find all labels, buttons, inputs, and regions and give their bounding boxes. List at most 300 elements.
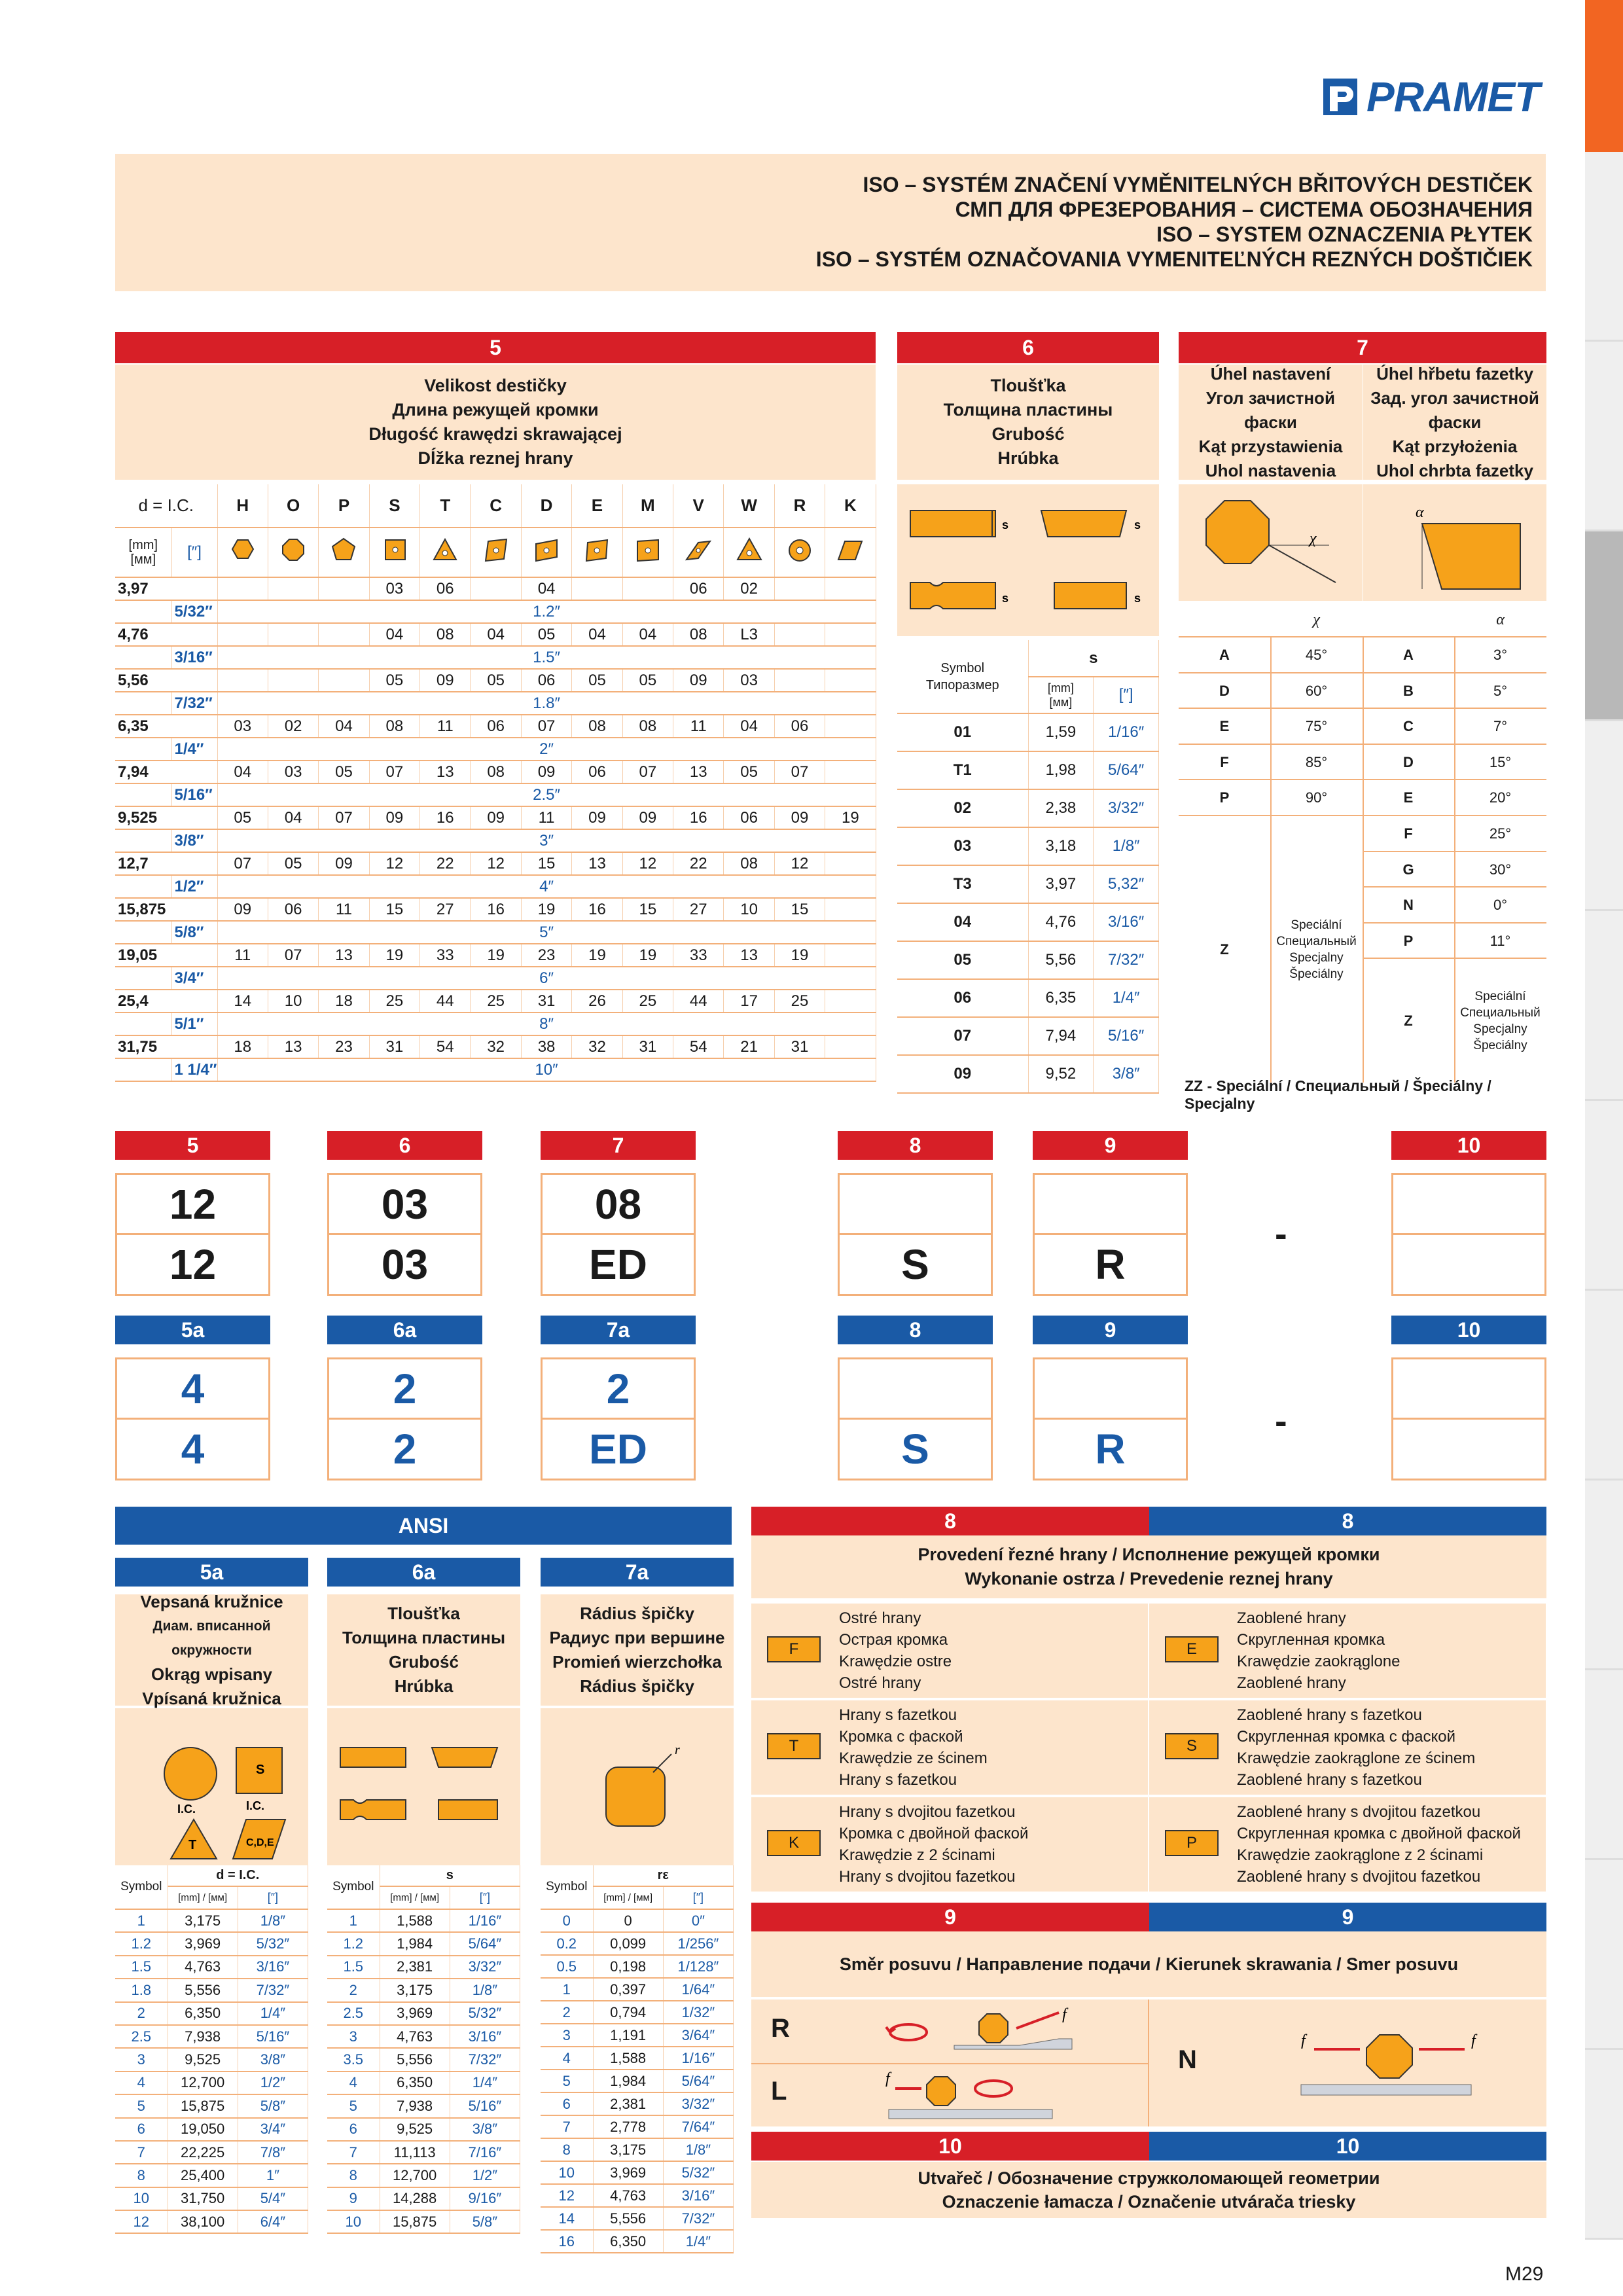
size-code: 23 [521, 944, 571, 967]
size-code [825, 944, 876, 967]
sec5-mm-row [115, 990, 876, 1013]
ic-inch: 7/32″ [171, 692, 217, 715]
example-ansi-dash: - [1275, 1400, 1287, 1441]
size-code: 09 [420, 669, 471, 692]
ansi-symbol: 3 [327, 2025, 380, 2048]
size-code: 12 [622, 852, 673, 875]
angle-code: F [1179, 745, 1270, 781]
sec5-table [115, 484, 876, 1082]
thickness-diagram-icon [897, 484, 1159, 636]
sec7-title-a-line: Kąt przystawienia [1198, 436, 1343, 456]
side-tab[interactable] [1585, 1860, 1623, 2050]
side-tab[interactable] [1585, 342, 1623, 531]
size-code: 44 [420, 990, 471, 1013]
size-code: 13 [319, 944, 369, 967]
thickness-code: 06 [897, 979, 1028, 1017]
sec9-r-label: R [771, 2014, 790, 2043]
ansi-symbol: 6 [115, 2118, 168, 2141]
sec10-title-line: Oznaczenie łamacza / Označenie utvárača triesky [942, 2192, 1356, 2212]
size-code: 32 [572, 1035, 622, 1058]
shape-letter: S [369, 484, 419, 528]
size-code [774, 623, 825, 646]
sec9-divider [1148, 2000, 1149, 2126]
side-tab[interactable] [1585, 1291, 1623, 1480]
sec7-footnote: ZZ - Speciální / Специальный / Špeciálny / Specjalny [1185, 1077, 1491, 1112]
sec5-header [115, 332, 876, 363]
size-code: 12 [471, 852, 521, 875]
ansi-in: 1/2″ [450, 2164, 520, 2187]
ansi-symbol: 2 [115, 2002, 168, 2025]
size-code: 11 [673, 715, 724, 738]
sec8-title-line: Provedení řezné hrany / Исполнение режущей кромки [918, 1545, 1380, 1564]
special-line: Специальный [1276, 934, 1357, 948]
unit-in: [″] [1094, 677, 1159, 713]
ic-inch-value: 2.5″ [217, 783, 876, 806]
insert-shape-hex-icon [217, 528, 268, 577]
feed-left-icon [882, 2069, 1079, 2125]
size-code: 04 [724, 715, 774, 738]
sec6-row [897, 713, 1159, 751]
feed-neutral-icon [1288, 2026, 1497, 2104]
size-code: 07 [268, 944, 318, 967]
svg-text:I.C.: I.C. [177, 1803, 196, 1816]
size-code: 54 [673, 1035, 724, 1058]
ansi-table [541, 1865, 734, 2253]
ic-inch-value: 5″ [217, 921, 876, 944]
size-code: 08 [622, 715, 673, 738]
edge-prep-text [1237, 1607, 1400, 1694]
ansi-row [115, 2141, 308, 2164]
ansi-row [327, 1932, 520, 1955]
size-code: 08 [724, 852, 774, 875]
example-box [838, 1357, 993, 1480]
size-code: 13 [420, 761, 471, 783]
angle-value: 60° [1270, 673, 1363, 709]
edge-prep-text [1237, 1801, 1521, 1888]
s-head: s [1028, 640, 1159, 677]
ansi-row [541, 2092, 734, 2115]
example-value: 12 [117, 1175, 268, 1235]
ansi-symbol: 4 [115, 2072, 168, 2094]
title-banner [115, 154, 1546, 291]
relief-angle-icon [1363, 484, 1546, 601]
ansi-symbol: 8 [541, 2138, 593, 2161]
insert-shape-dia55-icon [521, 528, 571, 577]
edge-prep-line: Ostré hrany [839, 1609, 921, 1627]
ansi-row [327, 2072, 520, 2094]
chi-symbol: χ [1313, 611, 1320, 628]
edge-prep-line: Zaoblené hrany s dvojitou fazetkou [1237, 1868, 1481, 1886]
ic-mm: 4,76 [115, 623, 217, 646]
relief-code: B [1363, 673, 1454, 709]
ansi-symbol: 0.5 [541, 1955, 593, 1978]
edge-prep-code-badge: E [1165, 1636, 1219, 1662]
ic-inch: 5/1″ [171, 1013, 217, 1035]
sec5-mm-row [115, 715, 876, 738]
size-code [319, 623, 369, 646]
ansi-mm: 6,350 [380, 2072, 450, 2094]
edge-prep-line: Krawędzie ostre [839, 1653, 952, 1670]
relief-code: G [1363, 852, 1454, 888]
ansi-row [327, 2025, 520, 2048]
example-label: 7 [541, 1131, 696, 1160]
sec5-mm-row [115, 852, 876, 875]
ansi-symbol: 2 [327, 1979, 380, 2001]
ansi-row [115, 2025, 308, 2048]
ic-mm: 19,05 [115, 944, 217, 967]
insert-shape-sq-icon [369, 528, 419, 577]
feed-right-icon [882, 2006, 1079, 2058]
ansi-row [541, 2070, 734, 2092]
ansi-symbol: 1.2 [115, 1932, 168, 1955]
ic-inch: 1/2″ [171, 875, 217, 898]
ansi-in: 6/4″ [238, 2210, 308, 2233]
ansi-row [115, 2072, 308, 2094]
blank [115, 692, 171, 715]
sec8-title [751, 1535, 1546, 1598]
size-code: 04 [471, 623, 521, 646]
ansi-mm: 3,969 [593, 2161, 663, 2184]
size-code: 05 [369, 669, 419, 692]
shape-letter: R [774, 484, 825, 528]
sec6-head [897, 640, 1159, 677]
size-code: 25 [369, 990, 419, 1013]
size-code: 09 [369, 806, 419, 829]
edge-prep-line: Krawędzie ze ścinem [839, 1749, 988, 1767]
sec8-header-blue [1149, 1507, 1546, 1535]
shape-letter: P [319, 484, 369, 528]
size-code: 09 [319, 852, 369, 875]
unit-mm-label: [mm] [128, 538, 158, 552]
sec9-body [751, 2000, 1546, 2126]
size-code [825, 852, 876, 875]
ansi-in: 0″ [663, 1909, 733, 1932]
ansi-mm: 0,794 [593, 2001, 663, 2024]
edge-prep-text [839, 1704, 988, 1791]
side-tab[interactable] [1585, 1101, 1623, 1291]
edge-prep-line: Zaoblené hrany [1237, 1609, 1346, 1627]
title-line: ISO – SYSTÉM ZNAČENÍ VYMĚNITELNÝCH BŘITOVÝCH DESTIČEK [863, 173, 1533, 196]
example-value [840, 1359, 991, 1420]
sec9-header-blue [1149, 1903, 1546, 1931]
example-value: 4 [117, 1359, 268, 1420]
ic-inch: 5/16″ [171, 783, 217, 806]
ansi-title: ANSI [398, 1513, 449, 1537]
ansi-in: 1/128″ [663, 1955, 733, 1978]
blank [115, 875, 171, 898]
sec5-number: 5 [490, 335, 501, 359]
size-code: 22 [420, 852, 471, 875]
ansi-in: 1/8″ [238, 1909, 308, 1932]
ansi-title-line: Vpísaná kružnica [142, 1688, 281, 1708]
unit-mm-ru-label: [мм] [1049, 696, 1073, 709]
ansi-head [115, 1865, 308, 1886]
ansi-in: 7/32″ [238, 1979, 308, 2001]
blank [115, 967, 171, 990]
ic-mm: 3,97 [115, 577, 217, 600]
size-code: 18 [319, 990, 369, 1013]
blank [115, 921, 171, 944]
size-code: 26 [572, 990, 622, 1013]
ansi-mm: 12,700 [168, 2072, 238, 2094]
ansi-in: 3/32″ [663, 2092, 733, 2115]
ic-mm: 7,94 [115, 761, 217, 783]
size-code: 03 [217, 715, 268, 738]
ansi-symbol: 12 [541, 2184, 593, 2207]
size-code: 09 [521, 761, 571, 783]
example-box [115, 1173, 270, 1296]
size-code: 54 [420, 1035, 471, 1058]
ic-inch-value: 1.2″ [217, 600, 876, 623]
example-value: 03 [329, 1175, 480, 1235]
sec6-title-line: Hrúbka [997, 448, 1059, 468]
thickness-mm: 3,97 [1028, 865, 1094, 903]
ansi-row [115, 1956, 308, 1979]
svg-text:f: f [885, 2070, 890, 2087]
sec5-inch-row [115, 783, 876, 806]
edge-prep-text [839, 1801, 1028, 1888]
side-tab-accent[interactable] [1585, 0, 1623, 152]
ic-mm: 9,525 [115, 806, 217, 829]
ansi-row [541, 2138, 734, 2161]
size-code: 10 [724, 898, 774, 921]
ansi-symbol: 3 [115, 2048, 168, 2071]
ansi-col-header: 7a [541, 1558, 734, 1587]
ansi-in: 7/32″ [450, 2048, 520, 2071]
ansi-row [541, 2047, 734, 2070]
edge-prep-line: Ostré hrany [839, 1674, 921, 1692]
thickness-code: 09 [897, 1055, 1028, 1093]
sec6-header [897, 332, 1159, 363]
symbol-head: Symbol [327, 1865, 380, 1909]
ic-inch: 3/4″ [171, 967, 217, 990]
size-code: 09 [572, 806, 622, 829]
size-code: 04 [217, 761, 268, 783]
dic-label: d = I.C. [115, 484, 217, 528]
example-label: 9 [1033, 1131, 1188, 1160]
unit-mm-ru-label: [мм] [130, 552, 156, 567]
thickness-mm: 6,35 [1028, 979, 1094, 1017]
corner-radius-icon [541, 1708, 734, 1865]
sec10-title-line: Utvařeč / Обозначение стружколомающей геометрии [918, 2168, 1380, 2188]
sec5-title-line: Długość krawędzi skrawającej [368, 424, 622, 444]
side-tab[interactable] [1585, 2050, 1623, 2240]
size-code: 38 [521, 1035, 571, 1058]
ansi-mm: 3,969 [380, 2002, 450, 2025]
thickness-in: 5/64″ [1094, 751, 1159, 789]
example-value [1035, 1175, 1186, 1235]
ansi-mm: 15,875 [380, 2210, 450, 2233]
sec5-mm-row [115, 623, 876, 646]
edge-prep-line: Zaoblené hrany s fazetkou [1237, 1771, 1422, 1789]
edge-prep-code-badge: K [767, 1830, 821, 1856]
thickness-in: 3/8″ [1094, 1055, 1159, 1093]
side-tab[interactable] [1585, 531, 1623, 721]
size-code [319, 669, 369, 692]
ansi-symbol: 4 [541, 2047, 593, 2070]
unit-in: [″] [663, 1886, 733, 1909]
ansi-title-line: Hrúbka [394, 1676, 454, 1696]
ansi-title-line: Okrąg wpisany [151, 1664, 272, 1684]
ansi-mm: 11,113 [380, 2141, 450, 2164]
ansi-mm: 0,198 [593, 1955, 663, 1978]
ic-mm: 15,875 [115, 898, 217, 921]
shape-letter: O [268, 484, 318, 528]
sec7-table-wrap [1179, 603, 1546, 1096]
sec5-mm-row [115, 1035, 876, 1058]
relief-value: 11° [1454, 924, 1546, 960]
ansi-symbol: 9 [327, 2187, 380, 2210]
size-code [268, 623, 318, 646]
size-code: 15 [521, 852, 571, 875]
thickness-in: 1/16″ [1094, 713, 1159, 751]
sec9-divider-h [751, 2063, 1148, 2064]
ansi-symbol: 6 [541, 2092, 593, 2115]
sec10-number-ansi: 10 [1336, 2134, 1360, 2158]
sec5-inch-row [115, 738, 876, 761]
size-code: 33 [673, 944, 724, 967]
edge-prep-line: Кромка с фаской [839, 1728, 963, 1746]
ansi-title-line: Rádius špičky [580, 1676, 694, 1696]
ansi-title-line: Promień wierzchołka [552, 1652, 722, 1672]
sec5-title [115, 365, 876, 480]
size-code: 08 [673, 623, 724, 646]
sec6-title-line: Tloušťka [990, 376, 1066, 395]
size-code: 27 [420, 898, 471, 921]
ansi-in: 3/4″ [238, 2118, 308, 2141]
sec7-table [1179, 637, 1546, 1096]
side-tab[interactable] [1585, 1670, 1623, 1860]
shape-letter: D [521, 484, 571, 528]
ansi-symbol: 7 [115, 2141, 168, 2164]
example-box [327, 1357, 482, 1480]
ansi-title-line: Rádius špičky [580, 1604, 694, 1623]
edge-prep-line: Кромка с двойной фаской [839, 1825, 1029, 1842]
side-tab[interactable] [1585, 152, 1623, 342]
blank [115, 829, 171, 852]
ansi-mm: 12,700 [380, 2164, 450, 2187]
sec7-title-b-line: Úhel hřbetu fazetky [1376, 363, 1533, 384]
size-code: 05 [319, 761, 369, 783]
sec5-inch-row [115, 875, 876, 898]
ansi-mm: 1,984 [380, 1932, 450, 1955]
ansi-in: 3/16″ [238, 1956, 308, 1979]
ansi-mm: 38,100 [168, 2210, 238, 2233]
side-tab[interactable] [1585, 721, 1623, 911]
size-code [572, 577, 622, 600]
size-code: 08 [420, 623, 471, 646]
svg-text:s: s [1134, 518, 1141, 531]
ansi-table [327, 1865, 520, 2234]
size-code: 13 [673, 761, 724, 783]
ansi-row [327, 2094, 520, 2117]
ansi-row [541, 1909, 734, 1932]
ansi-symbol: 10 [327, 2210, 380, 2233]
size-code: 13 [572, 852, 622, 875]
ansi-title-line: Grubość [389, 1652, 459, 1672]
side-tab[interactable] [1585, 1480, 1623, 1670]
example-value: S [901, 1241, 929, 1288]
ansi-in: 1/8″ [450, 1979, 520, 2001]
ansi-in: 7/32″ [663, 2207, 733, 2230]
insert-shape-round-icon [774, 528, 825, 577]
unit-in: [″] [450, 1886, 520, 1909]
sec6-table [897, 640, 1159, 1094]
ansi-mm: 15,875 [168, 2094, 238, 2117]
ansi-row [327, 1909, 520, 1932]
edge-prep-code-badge: T [767, 1733, 821, 1759]
angle-code: P [1179, 780, 1270, 816]
ic-inch: 3/8″ [171, 829, 217, 852]
ansi-in: 1/32″ [663, 2001, 733, 2024]
size-code: 09 [217, 898, 268, 921]
sec5-mm-row [115, 806, 876, 829]
edge-prep-cell [1149, 1700, 1546, 1795]
col-head: s [380, 1865, 520, 1886]
ansi-mm: 0 [593, 1909, 663, 1932]
ansi-col-header: 5a [115, 1558, 308, 1587]
example-label: 5a [115, 1316, 270, 1344]
size-code: 03 [724, 669, 774, 692]
side-tab[interactable] [1585, 911, 1623, 1101]
size-code: 19 [825, 806, 876, 829]
thickness-code: 05 [897, 941, 1028, 979]
svg-text:s: s [1002, 518, 1009, 531]
alpha-symbol: α [1496, 611, 1505, 628]
ansi-in: 5/16″ [450, 2094, 520, 2117]
ic-inch: 1 1/4″ [171, 1058, 217, 1081]
size-code: 07 [369, 761, 419, 783]
size-code: 05 [268, 852, 318, 875]
edge-prep-cell [751, 1797, 1148, 1892]
sec7-header [1179, 332, 1546, 363]
size-code: 04 [369, 623, 419, 646]
unit-mm-label: [mm] [1047, 681, 1074, 694]
ansi-row [115, 2002, 308, 2025]
sec7-diagram-a [1179, 484, 1363, 601]
thickness-code: 03 [897, 827, 1028, 865]
insert-shape-dia75-icon [572, 528, 622, 577]
size-code: 12 [369, 852, 419, 875]
ic-inch-value: 4″ [217, 875, 876, 898]
insert-shape-dia80-icon [471, 528, 521, 577]
size-code: 25 [774, 990, 825, 1013]
size-code [825, 990, 876, 1013]
example-label: 7a [541, 1316, 696, 1344]
ansi-mm: 6,350 [168, 2002, 238, 2025]
edge-prep-line: Hrany s fazetkou [839, 1706, 957, 1724]
ansi-in: 3/64″ [663, 2024, 733, 2047]
svg-text:I.C.: I.C. [246, 1799, 265, 1812]
size-code: 31 [369, 1035, 419, 1058]
example-value: 4 [181, 1426, 205, 1473]
size-code [825, 761, 876, 783]
ansi-diagram [327, 1708, 520, 1865]
ansi-row [327, 2141, 520, 2164]
ic-inch: 5/8″ [171, 921, 217, 944]
ansi-symbol: 10 [541, 2161, 593, 2184]
size-code: 18 [217, 1035, 268, 1058]
thickness-mm: 2,38 [1028, 789, 1094, 827]
shape-letter: W [724, 484, 774, 528]
size-code: 10 [268, 990, 318, 1013]
example-box [1391, 1357, 1546, 1480]
edge-prep-cell [1149, 1797, 1546, 1892]
example-value: 2 [393, 1426, 417, 1473]
sec10-header-blue [1149, 2132, 1546, 2161]
size-code [774, 669, 825, 692]
angle-value: 85° [1270, 745, 1363, 781]
